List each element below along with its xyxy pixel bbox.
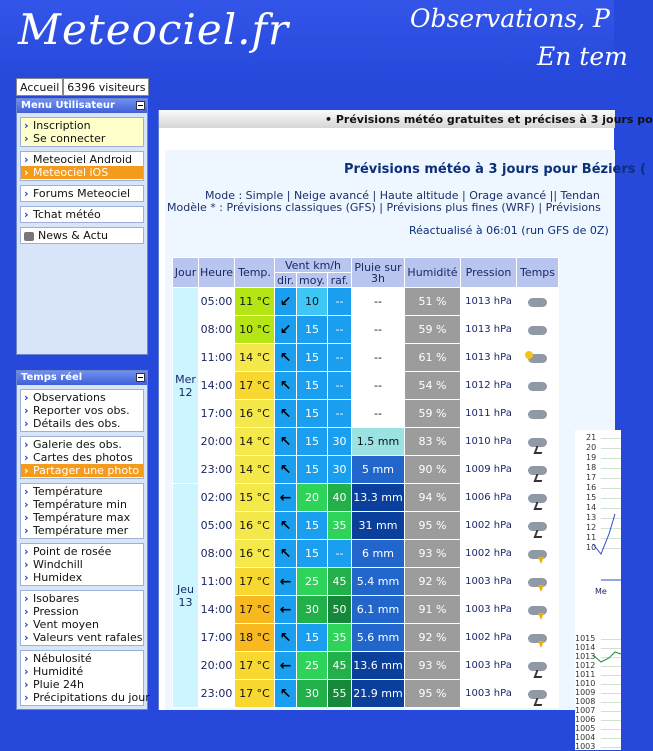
separator: | <box>369 189 380 202</box>
hour-cell: 08:00 <box>199 540 235 568</box>
weather-cell <box>517 652 559 680</box>
col-temp: Temp. <box>235 258 275 288</box>
pressure-cell: 1002 hPa <box>461 540 517 568</box>
site-header <box>0 0 628 78</box>
pressure-cell: 1011 hPa <box>461 400 517 428</box>
weather-cell <box>517 428 559 456</box>
wind-gust-cell: -- <box>328 540 352 568</box>
pressure-cell: 1003 hPa <box>461 680 517 708</box>
menu-item[interactable]: › Observations <box>21 391 143 404</box>
wind-gust-cell: -- <box>328 316 352 344</box>
temp-cell: 15 °C <box>235 484 275 512</box>
minimize-icon[interactable] <box>136 101 145 110</box>
temperature-line <box>593 514 615 554</box>
menu-item[interactable]: › Température mer <box>21 524 143 537</box>
menu-item[interactable]: › Température <box>21 485 143 498</box>
menu-item[interactable]: › Pression <box>21 605 143 618</box>
col-rain: Pluie sur 3h <box>352 258 405 288</box>
realtime-group <box>20 590 144 646</box>
chart-day-label: Me <box>595 587 607 596</box>
menu-item[interactable]: › Température max <box>21 511 143 524</box>
realtime-group <box>20 543 144 586</box>
wind-dir-cell: ↖ <box>275 512 297 540</box>
chart-tick: 1007 <box>575 706 596 715</box>
wind-avg-cell: 15 <box>297 624 328 652</box>
news-label: News & Actu <box>38 229 108 242</box>
menu-item[interactable]: › Humidité <box>21 665 143 678</box>
menu-item-ios[interactable]: › Meteociel iOS <box>21 166 143 179</box>
chart-tick: 1010 <box>575 679 596 688</box>
wind-dir-cell: ↖ <box>275 428 297 456</box>
wind-gust-cell: 50 <box>328 596 352 624</box>
realtime-menu-panel <box>16 370 148 710</box>
rain-cell: 6 mm <box>352 540 405 568</box>
hour-cell: 11:00 <box>199 344 235 372</box>
col-wind: Vent km/h <box>275 258 352 273</box>
wind-avg-cell: 30 <box>297 680 328 708</box>
wind-dir-cell: ↖ <box>275 680 297 708</box>
menu-item[interactable]: › Isobares <box>21 592 143 605</box>
separator: | <box>375 201 387 214</box>
chart-tick: 1012 <box>575 661 596 670</box>
weather-cell <box>517 288 559 316</box>
wind-avg-cell: 15 <box>297 400 328 428</box>
realtime-group <box>20 389 144 432</box>
humidity-cell: 94 % <box>405 484 461 512</box>
temp-cell: 10 °C <box>235 316 275 344</box>
wind-avg-cell: 25 <box>297 568 328 596</box>
rain-cell: 6.1 mm <box>352 596 405 624</box>
pressure-cell: 1002 hPa <box>461 512 517 540</box>
col-wind-avg: moy. <box>297 273 328 288</box>
mode-link[interactable]: Prévisions plus fines (WRF) <box>386 201 535 214</box>
pressure-cell: 1013 hPa <box>461 288 517 316</box>
hour-cell: 02:00 <box>199 484 235 512</box>
wind-dir-cell: ↖ <box>275 372 297 400</box>
menu-item[interactable]: › Windchill <box>21 558 143 571</box>
menu-item-inscription[interactable]: › Inscription <box>21 119 143 132</box>
wind-avg-cell: 25 <box>297 652 328 680</box>
temp-cell: 17 °C <box>235 652 275 680</box>
wind-dir-cell: ← <box>275 596 297 624</box>
wind-dir-cell: ← <box>275 484 297 512</box>
chart-tick: 1005 <box>575 724 596 733</box>
table-row <box>173 288 559 316</box>
menu-item[interactable]: › Température min <box>21 498 143 511</box>
hour-cell: 17:00 <box>199 624 235 652</box>
mode-link[interactable]: Prévisions <box>545 201 601 214</box>
table-row <box>173 680 559 708</box>
humidity-cell: 83 % <box>405 428 461 456</box>
rain-cell: 5.4 mm <box>352 568 405 596</box>
rain-cell: 31 mm <box>352 512 405 540</box>
forecast-table <box>172 257 559 708</box>
wind-gust-cell: -- <box>328 288 352 316</box>
mode-link[interactable]: Neige avancé <box>293 189 370 202</box>
weather-cell <box>517 680 559 708</box>
pressure-cell: 1013 hPa <box>461 344 517 372</box>
table-row <box>173 568 559 596</box>
tchat-box <box>20 206 144 223</box>
pressure-cell: 1012 hPa <box>461 372 517 400</box>
wind-gust-cell: 30 <box>328 428 352 456</box>
rain-cell: -- <box>352 316 405 344</box>
site-logo[interactable]: Meteociel.fr <box>18 5 290 54</box>
cloud-icon <box>528 326 547 335</box>
wind-dir-cell: ← <box>275 652 297 680</box>
humidity-cell: 93 % <box>405 652 461 680</box>
temp-cell: 16 °C <box>235 400 275 428</box>
wind-avg-cell: 10 <box>297 288 328 316</box>
wind-dir-cell: ↙ <box>275 316 297 344</box>
temp-cell: 17 °C <box>235 680 275 708</box>
header-tagline: Observations, P <box>410 4 610 33</box>
menu-item-android[interactable]: › Meteociel Android <box>21 153 143 166</box>
wind-gust-cell: 45 <box>328 568 352 596</box>
cloud-icon <box>528 298 547 307</box>
humidity-cell: 59 % <box>405 400 461 428</box>
temp-cell: 11 °C <box>235 288 275 316</box>
table-row <box>173 512 559 540</box>
separator: | <box>534 201 546 214</box>
menu-item[interactable]: › Précipitations du jour <box>21 691 143 704</box>
pressure-cell: 1006 hPa <box>461 484 517 512</box>
hour-cell: 23:00 <box>199 456 235 484</box>
chart-tick: 1014 <box>575 643 596 652</box>
chart-tick: 10 <box>586 543 597 552</box>
weather-cell <box>517 316 559 344</box>
weather-cell <box>517 344 559 372</box>
rain-cell: -- <box>352 288 405 316</box>
cloud-icon <box>528 382 547 391</box>
rain-cloud-icon <box>528 662 547 671</box>
wind-dir-cell: ↖ <box>275 456 297 484</box>
chart-tick: 14 <box>586 503 597 512</box>
day-number: 12 <box>178 385 193 399</box>
humidity-cell: 95 % <box>405 680 461 708</box>
update-time: Réactualisé à 06:01 (run GFS de 0Z) <box>409 224 609 237</box>
chart-tick: 17 <box>586 473 597 482</box>
day-number: 13 <box>178 595 193 609</box>
mode-link[interactable]: Orage avancé <box>469 189 547 202</box>
forecast-rows <box>173 288 559 708</box>
menu-item[interactable]: › Pluie 24h <box>21 678 143 691</box>
pressure-cell: 1009 hPa <box>461 456 517 484</box>
chart-tick: 12 <box>586 523 597 532</box>
wind-gust-cell: 30 <box>328 456 352 484</box>
humidity-cell: 95 % <box>405 512 461 540</box>
wind-dir-cell: ↖ <box>275 540 297 568</box>
thunderstorm-icon <box>528 634 547 643</box>
realtime-group <box>20 650 150 706</box>
chart-tick: 20 <box>586 443 597 452</box>
humidity-cell: 59 % <box>405 316 461 344</box>
rain-cell: -- <box>352 372 405 400</box>
chart-tick: 1006 <box>575 715 596 724</box>
wind-avg-cell: 15 <box>297 512 328 540</box>
menu-item[interactable]: › Partager une photo <box>21 464 143 477</box>
visitor-count: 6396 visiteurs <box>63 78 149 96</box>
rain-cell: 5 mm <box>352 456 405 484</box>
menu-item-tchat[interactable]: › Tchat météo <box>21 208 143 221</box>
realtime-menu-title: Temps réel <box>21 372 83 383</box>
realtime-groups <box>17 389 150 706</box>
chart-tick: 15 <box>586 493 597 502</box>
temp-cell: 14 °C <box>235 428 275 456</box>
header-tagline-2: En tem <box>537 42 628 71</box>
model-prefix: Modèle * : <box>167 201 227 214</box>
pressure-line <box>593 652 621 662</box>
realtime-group <box>20 483 144 539</box>
home-link[interactable]: Accueil <box>16 78 63 96</box>
news-icon <box>24 232 34 241</box>
rain-cell: 5.6 mm <box>352 624 405 652</box>
chart-tick: 21 <box>586 433 597 442</box>
mode-link[interactable]: Tendan <box>560 189 600 202</box>
temp-cell: 14 °C <box>235 344 275 372</box>
rain-cell: 1.5 mm <box>352 428 405 456</box>
weather-cell <box>517 568 559 596</box>
rain-cell: 13.3 mm <box>352 484 405 512</box>
hour-cell: 08:00 <box>199 316 235 344</box>
chart-tick: 1013 <box>575 652 596 661</box>
mode-link[interactable]: Haute altitude <box>379 189 459 202</box>
day-name: Jeu <box>177 582 194 596</box>
menu-item[interactable]: › Cartes des photos <box>21 451 143 464</box>
wind-gust-cell: -- <box>328 372 352 400</box>
temp-cell: 17 °C <box>235 372 275 400</box>
pressure-cell: 1003 hPa <box>461 596 517 624</box>
chart-tick: 1015 <box>575 634 596 643</box>
wind-gust-cell: 45 <box>328 652 352 680</box>
rain-cloud-icon <box>528 690 547 699</box>
temp-cell: 14 °C <box>235 456 275 484</box>
forum-box <box>20 185 144 202</box>
mode-link[interactable]: Prévisions classiques (GFS) <box>226 201 376 214</box>
wind-dir-cell: ↖ <box>275 624 297 652</box>
humidity-cell: 54 % <box>405 372 461 400</box>
humidity-cell: 93 % <box>405 540 461 568</box>
forecast-panel <box>165 150 646 751</box>
wind-avg-cell: 15 <box>297 456 328 484</box>
wind-gust-cell: -- <box>328 344 352 372</box>
pressure-cell: 1002 hPa <box>461 624 517 652</box>
table-row <box>173 652 559 680</box>
realtime-group <box>20 436 144 479</box>
page-title: Prévisions météo à 3 jours pour Béziers ( <box>344 162 646 177</box>
menu-item[interactable]: › Vent moyen <box>21 618 143 631</box>
chart-tick: 1003 <box>575 742 596 751</box>
menu-item-news[interactable] <box>21 229 143 242</box>
col-wind-dir: dir. <box>275 273 297 288</box>
user-menu-header[interactable] <box>17 99 147 113</box>
user-menu-title: Menu Utilisateur <box>21 100 115 111</box>
news-box <box>20 227 144 244</box>
hour-cell: 14:00 <box>199 372 235 400</box>
wind-gust-cell: 35 <box>328 624 352 652</box>
col-weather: Temps <box>517 258 559 288</box>
model-selector <box>167 201 601 214</box>
table-row <box>173 372 559 400</box>
model-links <box>227 201 601 214</box>
chart-tick: 11 <box>586 533 597 542</box>
table-row <box>173 624 559 652</box>
mode-link[interactable]: Simple <box>245 189 284 202</box>
table-row <box>173 484 559 512</box>
separator: | <box>458 189 470 202</box>
pressure-cell: 1010 hPa <box>461 428 517 456</box>
weather-cell <box>517 456 559 484</box>
main-content <box>158 110 653 751</box>
sun-cloud-icon <box>528 354 547 363</box>
chart-tick: 1004 <box>575 733 596 742</box>
humidity-cell: 92 % <box>405 568 461 596</box>
day-name: Mer <box>175 372 196 386</box>
chart-tick: 1009 <box>575 688 596 697</box>
apps-box <box>20 151 144 181</box>
menu-item[interactable]: › Point de rosée <box>21 545 143 558</box>
menu-item[interactable]: › Reporter vos obs. <box>21 404 143 417</box>
wind-dir-cell: ↙ <box>275 288 297 316</box>
hour-cell: 11:00 <box>199 568 235 596</box>
table-row <box>173 344 559 372</box>
weather-cell <box>517 372 559 400</box>
menu-item[interactable]: › Valeurs vent rafales <box>21 631 143 644</box>
wind-gust-cell: -- <box>328 400 352 428</box>
hour-cell: 05:00 <box>199 512 235 540</box>
chart-tick: 16 <box>586 483 597 492</box>
top-bar <box>16 78 148 96</box>
chart-tick: 13 <box>586 513 597 522</box>
hour-cell: 20:00 <box>199 428 235 456</box>
user-menu-panel <box>16 98 148 355</box>
account-box <box>20 117 144 147</box>
hour-cell: 20:00 <box>199 652 235 680</box>
weather-cell <box>517 512 559 540</box>
rain-cloud-icon <box>528 522 547 531</box>
table-row <box>173 456 559 484</box>
wind-avg-cell: 15 <box>297 344 328 372</box>
thunderstorm-icon <box>528 606 547 615</box>
cloud-icon <box>528 410 547 419</box>
hour-cell: 17:00 <box>199 400 235 428</box>
table-row <box>173 540 559 568</box>
wind-avg-cell: 15 <box>297 372 328 400</box>
col-pressure: Pression <box>461 258 517 288</box>
day-cell <box>173 288 199 484</box>
table-row <box>173 400 559 428</box>
col-hour: Heure <box>199 258 235 288</box>
temp-cell: 18 °C <box>235 624 275 652</box>
rain-cloud-icon <box>528 438 547 447</box>
thunderstorm-icon <box>528 578 547 587</box>
hour-cell: 05:00 <box>199 288 235 316</box>
thunderstorm-icon <box>528 550 547 559</box>
pressure-cell: 1003 hPa <box>461 568 517 596</box>
menu-item[interactable]: › Galerie des obs. <box>21 438 143 451</box>
wind-gust-cell: 35 <box>328 512 352 540</box>
col-wind-gust: raf. <box>328 273 352 288</box>
rain-cloud-icon <box>528 494 547 503</box>
chart-tick: 18 <box>586 463 597 472</box>
menu-item[interactable]: › Détails des obs. <box>21 417 143 430</box>
col-humidity: Humidité <box>405 258 461 288</box>
wind-dir-cell: ↖ <box>275 400 297 428</box>
humidity-cell: 92 % <box>405 624 461 652</box>
pressure-cell: 1003 hPa <box>461 652 517 680</box>
wind-avg-cell: 15 <box>297 428 328 456</box>
rain-cell: 13.6 mm <box>352 652 405 680</box>
weather-cell <box>517 400 559 428</box>
notice-bar: • Prévisions météo gratuites et précises à 3 jours po <box>159 110 615 128</box>
wind-avg-cell: 15 <box>297 540 328 568</box>
temp-cell: 16 °C <box>235 512 275 540</box>
mode-prefix: Mode : <box>205 189 246 202</box>
day-cell <box>173 484 199 708</box>
rain-cell: -- <box>352 400 405 428</box>
table-row <box>173 316 559 344</box>
wind-avg-cell: 30 <box>297 596 328 624</box>
pressure-cell: 1013 hPa <box>461 316 517 344</box>
chart-tick: 19 <box>586 453 597 462</box>
menu-item-login[interactable]: › Se connecter <box>21 132 143 145</box>
humidity-cell: 51 % <box>405 288 461 316</box>
rain-cloud-icon <box>528 466 547 475</box>
rain-cell: 21.9 mm <box>352 680 405 708</box>
minimize-icon[interactable] <box>136 373 145 382</box>
menu-item[interactable]: › Humidex <box>21 571 143 584</box>
wind-gust-cell: 55 <box>328 680 352 708</box>
hour-cell: 23:00 <box>199 680 235 708</box>
separator: || <box>546 189 561 202</box>
temp-cell: 17 °C <box>235 568 275 596</box>
temp-cell: 17 °C <box>235 596 275 624</box>
humidity-cell: 91 % <box>405 596 461 624</box>
wind-dir-cell: ↖ <box>275 344 297 372</box>
temp-cell: 16 °C <box>235 540 275 568</box>
wind-avg-cell: 20 <box>297 484 328 512</box>
table-row <box>173 596 559 624</box>
weather-cell <box>517 596 559 624</box>
humidity-cell: 90 % <box>405 456 461 484</box>
menu-item-forums[interactable]: › Forums Meteociel <box>21 187 143 200</box>
chart-tick: 1008 <box>575 697 596 706</box>
wind-dir-cell: ← <box>275 568 297 596</box>
rain-cell: -- <box>352 344 405 372</box>
hour-cell: 14:00 <box>199 596 235 624</box>
table-row <box>173 428 559 456</box>
weather-cell <box>517 624 559 652</box>
wind-avg-cell: 15 <box>297 316 328 344</box>
menu-item[interactable]: › Nébulosité <box>21 652 143 665</box>
separator: | <box>283 189 294 202</box>
weather-cell <box>517 540 559 568</box>
weather-cell <box>517 484 559 512</box>
chart-tick: 1011 <box>575 670 596 679</box>
humidity-cell: 61 % <box>405 344 461 372</box>
realtime-menu-header[interactable] <box>17 371 147 385</box>
col-day: Jour <box>173 258 199 288</box>
wind-gust-cell: 40 <box>328 484 352 512</box>
